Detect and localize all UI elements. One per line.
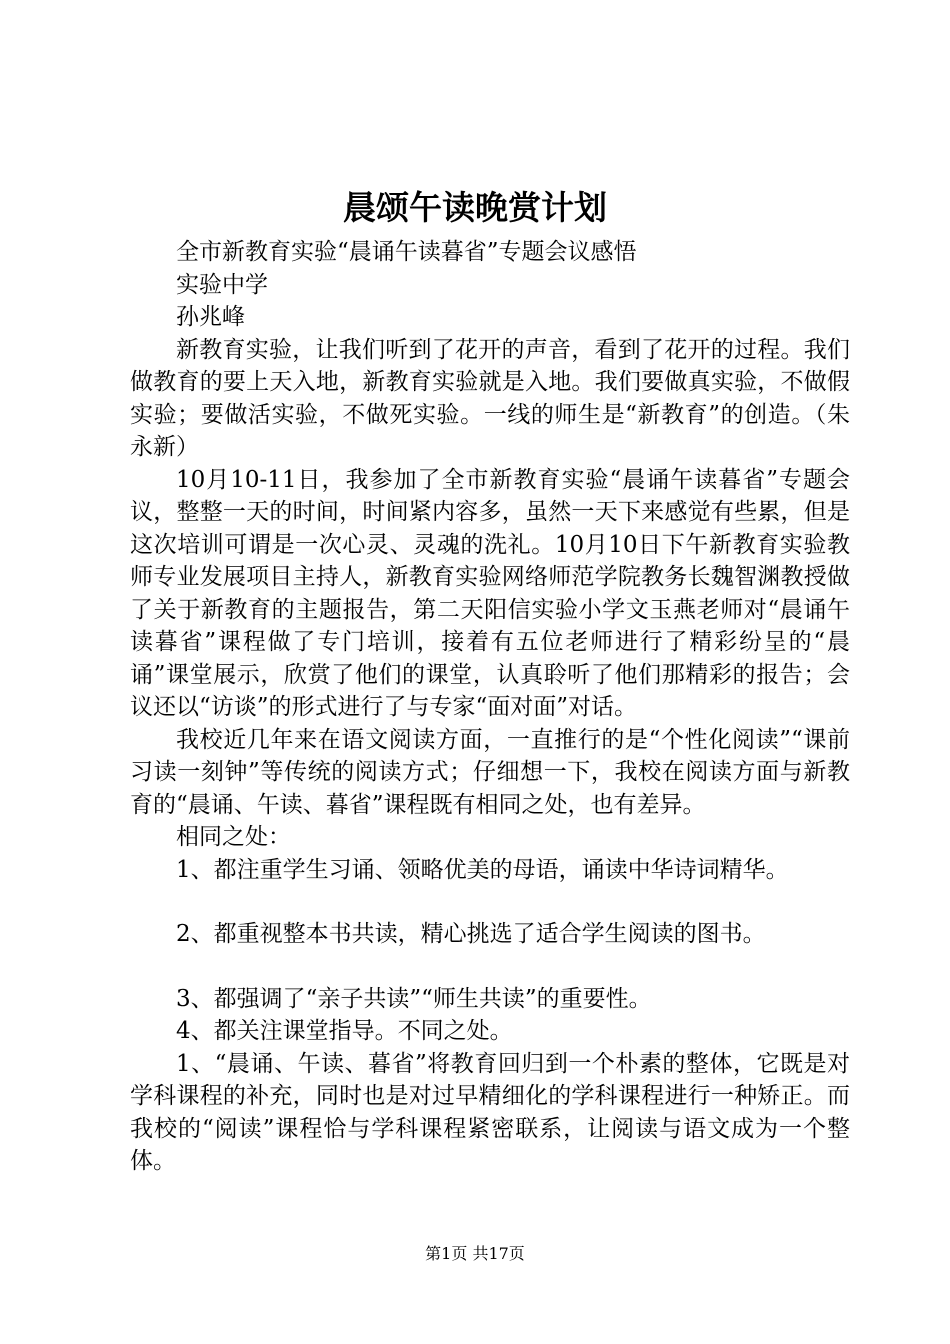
list-item-similarity-1: 1、都注重学生习诵、领略优美的母语，诵读中华诗词精华。 [176,856,789,883]
paragraph-intro-quote: 新教育实验，让我们听到了花开的声音，看到了花开的过程。我们做教育的要上天入地，新教育实验就是入地。我们要做真实验，不做假实验；要做活实验，不做死实验。一线的师生是“新教育”的创造。（朱永新） [130,336,850,460]
paragraph-similarities-heading: 相同之处： [176,824,291,850]
paragraph-school-reading: 我校近几年来在语文阅读方面，一直推行的是“个性化阅读”“课前习读一刻钟”等传统的阅读方式；仔细想一下，我校在阅读方面与新教育的“晨诵、午读、暮省”课程既有相同之处，也有差异。 [130,726,850,818]
paragraph-meeting: 10月10-11日，我参加了全市新教育实验“晨诵午读暮省”专题会议，整整一天的时间，时间紧内容多，虽然一天下来感觉有些累，但是这次培训可谓是一次心灵、灵魂的洗礼。10月10日下午新教育实验教师专业发展项目主持人，新教育实验网络师范学院教务长魏智渊教授做了关于新教育的主题报告，第二天阳信实验小学文玉燕老师对“晨诵午读暮省”课程做了专门培训，接着有五位老师进行了精彩纷呈的“晨诵”课堂展示，欣赏了他们的课堂，认真聆听了他们那精彩的报告；会议还以“访谈”的形式进行了与专家“面对面”对话。 [130,466,850,720]
list-item-difference-1: 1、“晨诵、午读、暮省”将教育回归到一个朴素的整体，它既是对学科课程的补充，同时也是对过早精细化的学科课程进行一种矫正。而我校的“阅读”课程恰与学科课程紧密联系，让阅读与语文成为一个整体。 [130,1050,850,1174]
page-footer: 第1页 共17页 [425,1244,525,1263]
school-line: 实验中学 [176,271,268,298]
document-title: 晨颂午读晚赏计划 [343,188,607,227]
document-body [130,236,850,1178]
list-item-similarity-3: 3、都强调了“亲子共读”“师生共读”的重要性。 [176,985,652,1012]
subtitle-line: 全市新教育实验“晨诵午读暮省”专题会议感悟 [176,239,637,265]
list-item-similarity-2: 2、都重视整本书共读，精心挑选了适合学生阅读的图书。 [176,921,766,947]
author-line: 孙兆峰 [176,304,245,330]
list-item-similarity-4: 4、都关注课堂指导。不同之处。 [176,1018,513,1044]
